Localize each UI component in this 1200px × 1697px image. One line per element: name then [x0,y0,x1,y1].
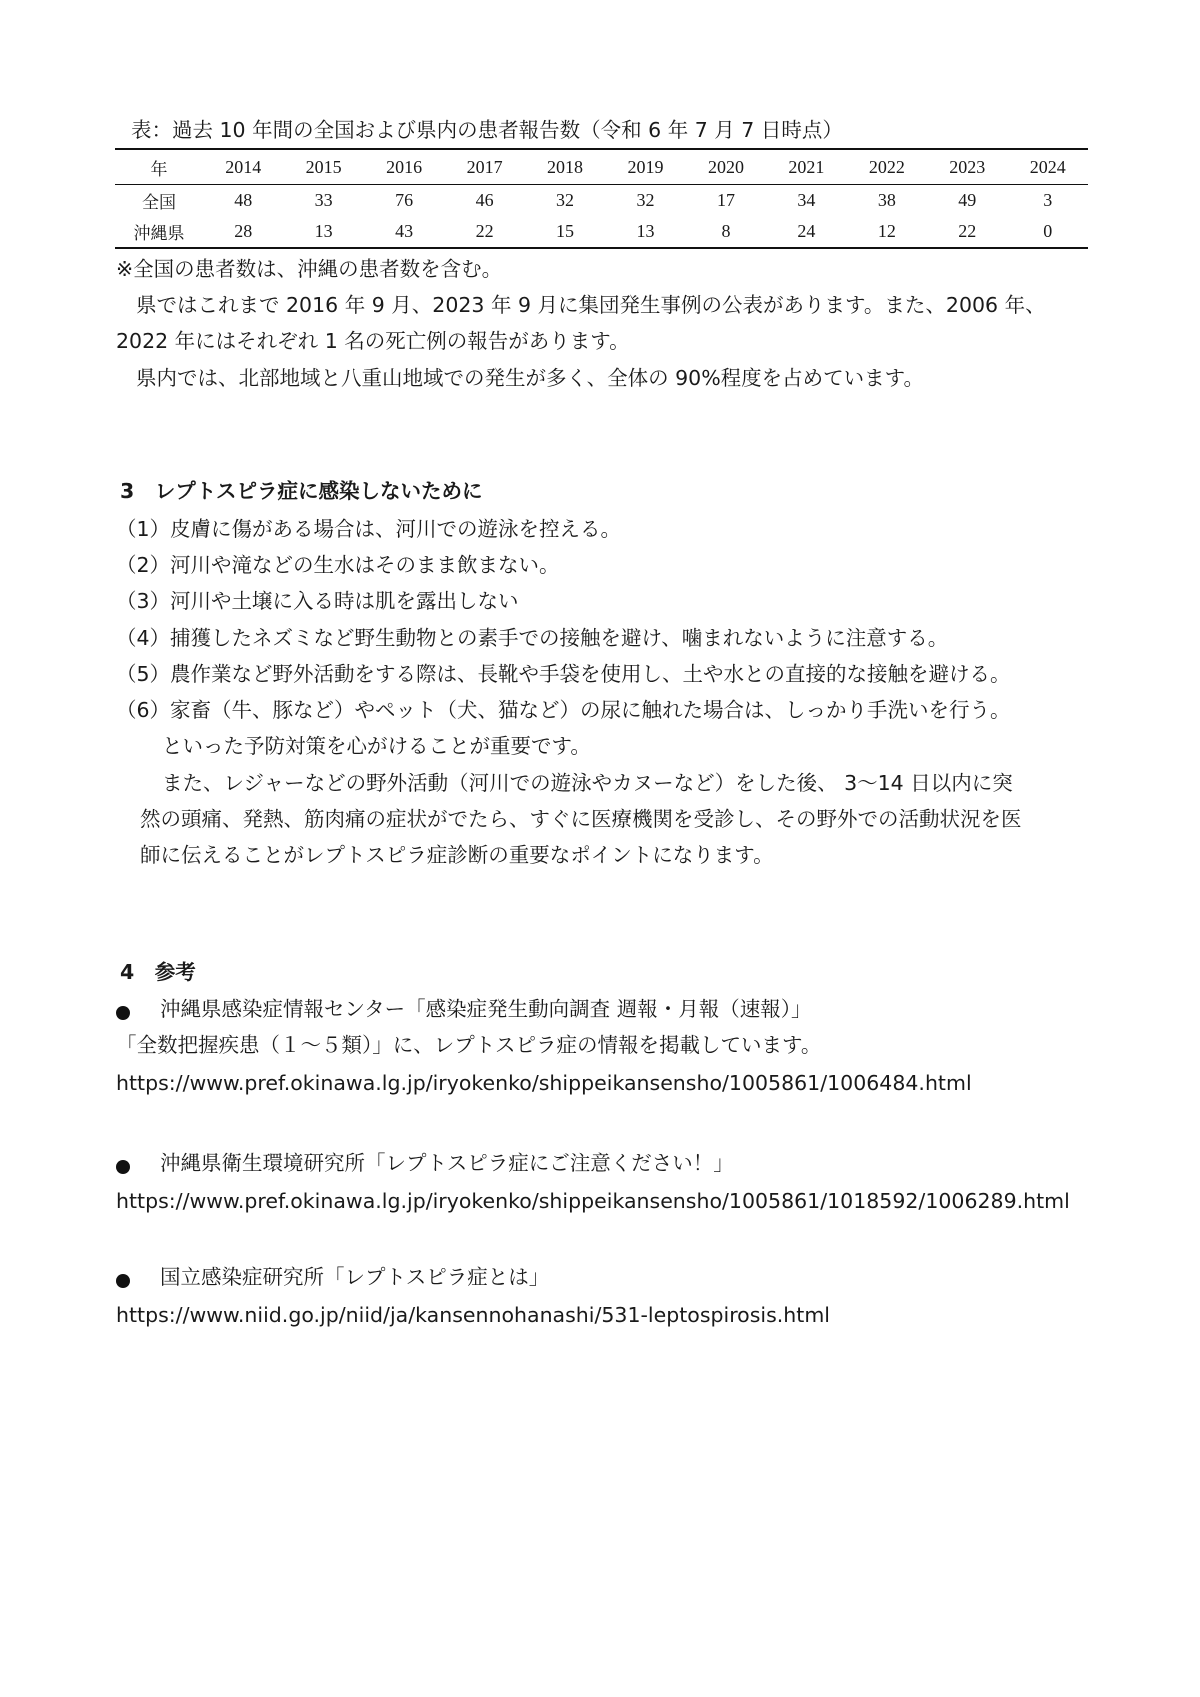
table-row-national [115,185,1088,217]
table-cell: 22 [958,221,977,241]
table-cell: 12 [877,221,896,241]
list-item: （1）皮膚に傷がある場合は、河川での遊泳を控える。 [116,517,622,541]
table-cell: 13 [636,221,655,241]
table-cell: 76 [395,190,414,210]
body-paragraph: また、レジャーなどの野外活動（河川での遊泳やカヌーなど）をした後、 3～14 日以内に突 [162,771,1013,795]
list-item: （5）農作業など野外活動をする際は、長靴や手袋を使用し、土や水との直接的な接触を避ける。 [116,662,1011,686]
year-header: 2016 [386,156,423,177]
table-header-label: 年 [150,159,168,180]
patient-report-table [115,148,1088,249]
table-cell: 48 [234,190,253,210]
body-paragraph: といった予防対策を心がけることが重要です。 [162,734,591,758]
table-cell: 46 [475,190,494,210]
reference-link[interactable]: https://www.pref.okinawa.lg.jp/iryokenko/shippeikansensho/1005861/1006484.html [116,1071,972,1095]
reference-link[interactable]: https://www.niid.go.jp/niid/ja/kansennohanashi/531-leptospirosis.html [116,1303,830,1327]
table-cell: 24 [797,221,816,241]
table-row-okinawa [115,216,1088,248]
table-cell: 49 [958,190,977,210]
year-header: 2015 [305,156,342,177]
bullet-icon [116,1006,130,1020]
table-cell: 13 [314,221,333,241]
year-header: 2019 [627,156,664,177]
year-header: 2017 [466,156,503,177]
year-header: 2020 [707,156,744,177]
table-cell: 32 [636,190,655,210]
year-header: 2022 [868,156,905,177]
reference-title: 沖縄県衛生環境研究所「レプトスピラ症にご注意ください！」 [160,1151,734,1175]
table-header-row [115,149,1088,185]
body-paragraph: 県ではこれまで 2016 年 9 月、2023 年 9 月に集団発生事例の公表があります。また、2006 年、 [136,293,1046,317]
year-header: 2014 [225,156,262,177]
table-cell: 33 [314,190,333,210]
row-label: 沖縄県 [133,224,185,244]
list-item: （6）家畜（牛、豚など）やペット（犬、猫など）の尿に触れた場合は、しっかり手洗いを行う。 [116,698,1011,722]
table-cell: 32 [556,190,575,210]
reference-title: 国立感染症研究所「レプトスピラ症とは」 [160,1265,550,1289]
body-paragraph: 県内では、北部地域と八重山地域での発生が多く、全体の 90%程度を占めています。 [136,366,925,390]
table-cell: 38 [877,190,896,210]
row-label: 全国 [142,193,176,213]
table-cell: 0 [1043,221,1053,241]
list-item: （2）河川や滝などの生水はそのまま飲まない。 [116,553,560,577]
reference-link[interactable]: https://www.pref.okinawa.lg.jp/iryokenko/shippeikansensho/1005861/1018592/1006289.html [116,1189,1070,1213]
table-cell: 15 [556,221,575,241]
table-note: ※全国の患者数は、沖縄の患者数を含む。 [116,257,503,281]
section-4-heading: 4 参考 [120,960,196,984]
bullet-icon [116,1160,130,1174]
table-cell: 17 [716,190,735,210]
table-cell: 3 [1043,190,1053,210]
table-cell: 28 [234,221,253,241]
year-header: 2024 [1029,156,1066,177]
section-3-heading: 3 レプトスピラ症に感染しないために [120,479,483,503]
bullet-icon [116,1274,130,1288]
list-item: （3）河川や土壌に入る時は肌を露出しない [116,589,519,613]
table-cell: 34 [797,190,816,210]
year-header: 2023 [949,156,986,177]
list-item: （4）捕獲したネズミなど野生動物との素手での接触を避け、噛まれないように注意する。 [116,626,949,650]
year-header: 2021 [788,156,825,177]
reference-title: 沖縄県感染症情報センター「感染症発生動向調査 週報・月報（速報）」 [160,997,812,1021]
body-paragraph: 然の頭痛、発熱、筋肉痛の症状がでたら、すぐに医療機関を受診し、その野外での活動状況を医 [140,807,1022,831]
table-cell: 43 [395,221,414,241]
body-paragraph: 師に伝えることがレプトスピラ症診断の重要なポイントになります。 [140,843,774,867]
table-caption: 表：過去 10 年間の全国および県内の患者報告数（令和 6 年 7 月 7 日時点） [131,118,843,142]
body-paragraph: 2022 年にはそれぞれ 1 名の死亡例の報告があります。 [116,329,630,353]
year-header: 2018 [547,156,584,177]
table-cell: 8 [721,221,731,241]
reference-description: 「全数把握疾患（１～５類）」に、レプトスピラ症の情報を掲載しています。 [116,1033,822,1057]
table-cell: 22 [475,221,494,241]
